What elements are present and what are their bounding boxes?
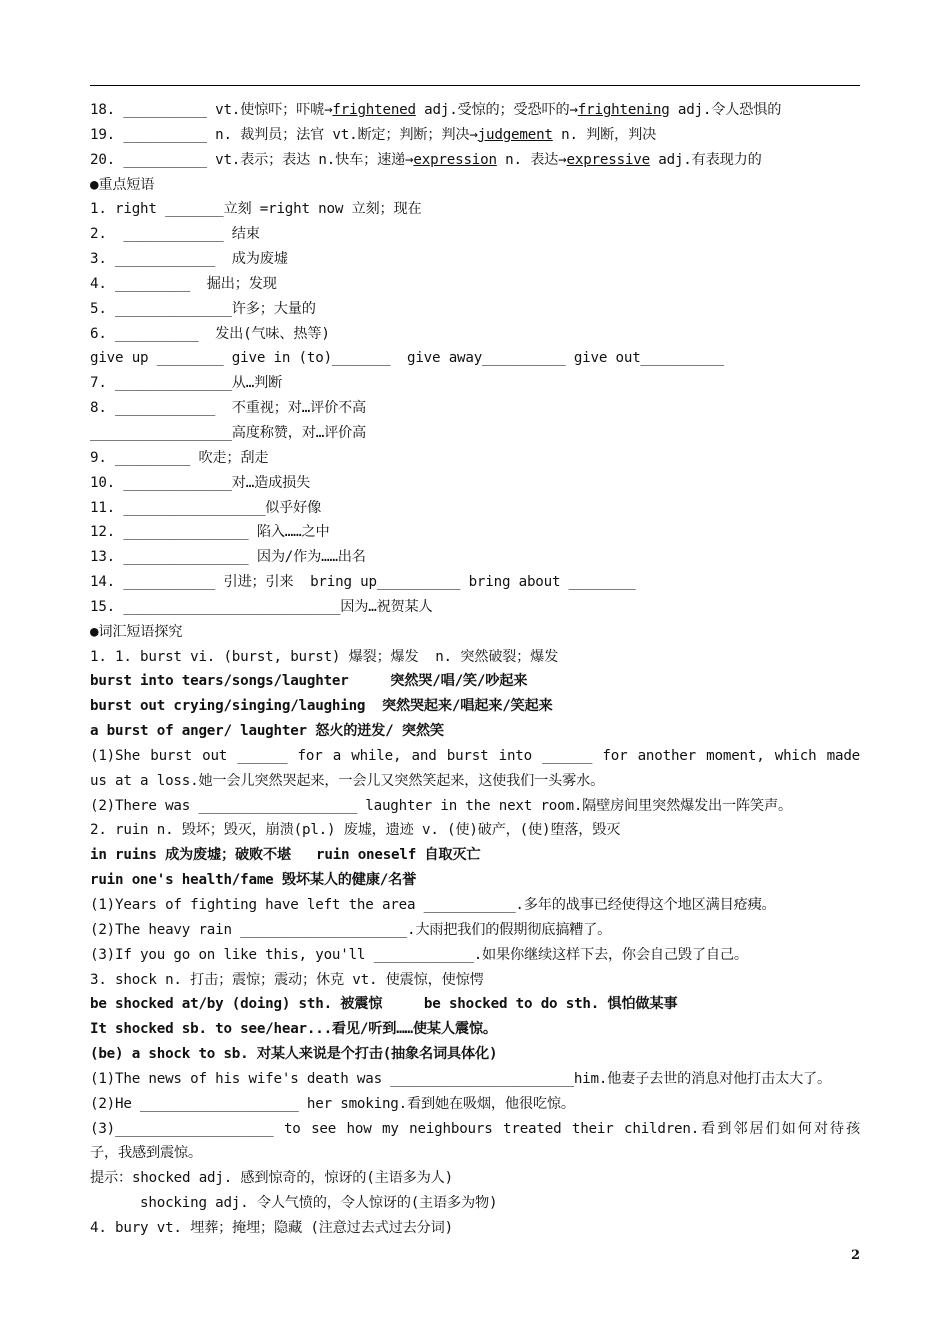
text-line — [90, 794, 860, 819]
text-line — [90, 943, 860, 968]
text-span: a burst of anger/ laughter 怒火的迸发/ 突然笑 — [90, 723, 444, 740]
text-span: 20. __________ vt.表示；表达 n.快车；速递→ — [90, 151, 414, 168]
text-span: (2)There was ___________________ laughter in the next room.隔壁房间里突然爆发出一阵笑声。 — [90, 797, 792, 814]
text-span: burst into tears/songs/laughter 突然哭/唱/笑/吵起来 — [90, 673, 528, 690]
text-span: n. 表达→ — [496, 151, 567, 168]
text-span: 1. right _______立刻 =right now 立刻；现在 — [90, 201, 422, 218]
text-line — [90, 173, 860, 198]
text-span: 8. ____________ 不重视；对…评价不高 — [90, 400, 367, 417]
text-line — [90, 595, 860, 620]
text-line — [90, 968, 860, 993]
text-line — [90, 98, 860, 123]
text-span: 5. ______________许多；大量的 — [90, 300, 316, 317]
text-line — [90, 1042, 860, 1067]
text-span: 9. _________ 吹走；刮走 — [90, 449, 269, 466]
text-span: burst out crying/singing/laughing 突然哭起来/唱起来/笑起来 — [90, 698, 553, 715]
text-line — [90, 744, 860, 769]
text-line — [90, 893, 860, 918]
text-span: (2)He ___________________ her smoking.看到她在吸烟，他很吃惊。 — [90, 1095, 575, 1112]
answer-word: frightened — [332, 102, 416, 118]
text-span: 2. ruin n. 毁坏；毁灭，崩溃(pl.) 废墟，遗迹 v. (使)破产，(使)堕落，毁灭 — [90, 822, 621, 839]
text-line — [90, 1067, 860, 1092]
text-line — [90, 1017, 860, 1042]
text-line — [90, 1191, 860, 1216]
text-span: 12. _______________ 陷入……之中 — [90, 524, 330, 541]
text-line — [90, 868, 860, 893]
answer-word: judgement — [477, 126, 553, 143]
text-span: (2)The heavy rain ____________________.大雨把我们的假期彻底搞糟了。 — [90, 921, 612, 938]
text-line — [90, 272, 860, 297]
text-span: (1)Years of fighting have left the area ___________.多年的战事已经使得这个地区满目疮痍。 — [90, 897, 776, 913]
text-span: adj.令人恐惧的 — [669, 102, 782, 118]
text-line — [90, 843, 860, 868]
header-rule — [90, 85, 860, 86]
text-line — [90, 1117, 860, 1142]
text-span: 14. ___________ 引进；引来 bring up__________ bring about ________ — [90, 574, 636, 591]
text-line — [90, 545, 860, 570]
document-body — [90, 98, 860, 1241]
text-line — [90, 570, 860, 595]
text-span: be shocked at/by (doing) sth. 被震惊 be shocked to do sth. 惧怕做某事 — [90, 996, 678, 1013]
text-line — [90, 346, 860, 371]
text-line — [90, 322, 860, 347]
text-span: 6. __________ 发出(气味、热等) — [90, 325, 330, 342]
text-span: 19. __________ n. 裁判员；法官 vt.断定；判断；判决→ — [90, 126, 478, 143]
text-span: adj.有表现力的 — [649, 151, 762, 168]
text-span: 3. shock n. 打击；震惊；震动；休克 vt. 使震惊，使惊愕 — [90, 971, 484, 988]
text-line — [90, 1166, 860, 1191]
text-span: (3)If you go on like this, you'll ____________.如果你继续这样下去，你会自己毁了自己。 — [90, 946, 748, 963]
text-line — [90, 471, 860, 496]
text-span: 11. _________________似乎好像 — [90, 499, 322, 516]
page-number: 2 — [850, 1248, 860, 1263]
text-line — [90, 496, 860, 521]
text-span: 3. ____________ 成为废墟 — [90, 251, 288, 268]
text-span: _________________高度称赞，对…评价高 — [90, 424, 367, 441]
text-span: 子，我感到震惊。 — [90, 1145, 202, 1162]
text-line — [90, 222, 860, 247]
text-span: ruin one's health/fame 毁坏某人的健康/名誉 — [90, 872, 417, 889]
text-span: 4. bury vt. 埋葬；掩埋；隐藏 (注意过去式过去分词) — [90, 1219, 453, 1236]
text-line — [90, 694, 860, 719]
text-span: 13. _______________ 因为/作为……出名 — [90, 549, 366, 566]
text-line — [90, 918, 860, 943]
text-span: 10. _____________对…造成损失 — [90, 474, 311, 491]
text-span: (1)The news of his wife's death was ______________________him.他妻子去世的消息对他打击太大了。 — [90, 1070, 831, 1087]
text-line — [90, 1141, 860, 1166]
text-line — [90, 148, 860, 173]
text-span: n. 判断，判决 — [552, 126, 657, 143]
text-line — [90, 421, 860, 446]
text-line — [90, 520, 860, 545]
text-line — [90, 669, 860, 694]
text-span: ●重点短语 — [90, 176, 155, 193]
text-span: (1)She burst out ______ for a while, and burst into ______ for another moment, which made — [90, 747, 860, 764]
text-line — [90, 1092, 860, 1117]
text-span: shocking adj. 令人气愤的，令人惊讶的(主语多为物) — [90, 1195, 498, 1212]
text-line — [90, 645, 860, 670]
text-line — [90, 818, 860, 843]
text-line — [90, 247, 860, 272]
text-line — [90, 197, 860, 222]
text-span: 4. _________ 掘出；发现 — [90, 275, 277, 292]
answer-word: expression — [413, 151, 497, 168]
text-span: 1. 1. burst vi. (burst, burst) 爆裂；爆发 n. 突然破裂；爆发 — [90, 648, 559, 665]
text-span: 7. ______________从…判断 — [90, 375, 283, 392]
text-line — [90, 396, 860, 421]
text-line — [90, 719, 860, 744]
answer-word: expressive — [566, 151, 650, 168]
text-span: 提示：shocked adj. 感到惊奇的，惊讶的(主语多为人) — [90, 1170, 453, 1187]
text-span: 18. __________ vt.使惊吓；吓唬→ — [90, 102, 333, 118]
text-span: 2. ____________ 结束 — [90, 226, 260, 243]
text-span: (be) a shock to sb. 对某人来说是个打击(抽象名词具体化) — [90, 1046, 498, 1063]
text-line — [90, 123, 860, 148]
text-span: us at a loss.她一会儿突然哭起来，一会儿又突然笑起来，这使我们一头雾水。 — [90, 772, 605, 789]
answer-word: frightening — [577, 102, 670, 118]
text-line — [90, 371, 860, 396]
text-span: adj.受惊的；受恐吓的→ — [415, 102, 578, 118]
text-span: It shocked sb. to see/hear...看见/听到……使某人震惊。 — [90, 1021, 497, 1038]
text-line — [90, 1216, 860, 1241]
text-line — [90, 992, 860, 1017]
text-span: 15. __________________________因为…祝贺某人 — [90, 598, 433, 615]
text-span: give up ________ give in (to)_______ give away__________ give out__________ — [90, 350, 724, 367]
text-span: in ruins 成为废墟；破败不堪 ruin oneself 自取灭亡 — [90, 847, 481, 864]
text-line — [90, 769, 860, 794]
text-line — [90, 620, 860, 645]
text-span: ●词汇短语探究 — [90, 623, 183, 640]
text-span: (3)___________________ to see how my neighbours treated their children.看到邻居们如何对待孩 — [90, 1120, 860, 1137]
text-line — [90, 446, 860, 471]
text-line — [90, 297, 860, 322]
